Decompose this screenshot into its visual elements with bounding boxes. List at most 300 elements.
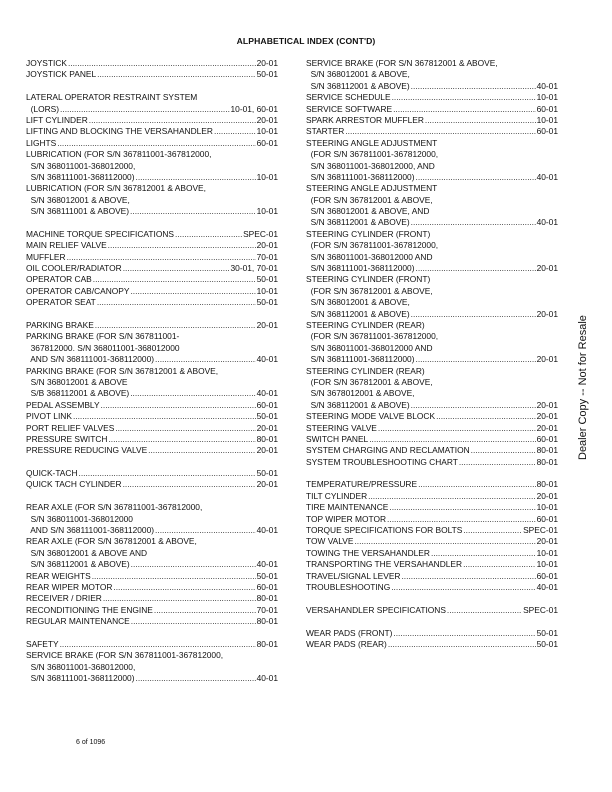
dot-leader: [101, 400, 256, 411]
entry-page-ref: 50-01: [536, 638, 558, 649]
entry-text: VERSAHANDLER SPECIFICATIONS: [306, 604, 446, 615]
dot-leader: [411, 217, 536, 228]
entry-page-ref: 50-01: [536, 627, 558, 638]
dot-leader: [345, 126, 535, 137]
index-entry[interactable]: [306, 58, 558, 92]
dot-leader: [214, 126, 256, 137]
entry-text: JOYSTICK: [26, 58, 67, 68]
entry-text: PRESSURE REDUCING VALVE: [26, 445, 148, 456]
index-column-right: [306, 58, 558, 650]
dot-leader: [97, 69, 255, 80]
entry-text: SYSTEM TROUBLESHOOTING CHART: [306, 456, 458, 467]
section-gap: [306, 593, 558, 604]
entry-text: REGULAR MAINTENANCE: [26, 616, 130, 627]
entry-page-ref: 40-01: [256, 388, 278, 399]
index-entry[interactable]: [26, 411, 278, 422]
entry-page-ref: 60-01: [536, 570, 558, 581]
dot-leader: [113, 582, 255, 593]
index-entry[interactable]: [26, 240, 278, 251]
entry-text: TRANSPORTING THE VERSAHANDLER: [306, 559, 463, 570]
entry-text: AND S/N 368111001-368112000): [26, 354, 155, 365]
entry-page-ref: 40-01: [536, 217, 558, 228]
entry-page-ref: 40-01: [256, 525, 278, 536]
entry-text: QUICK-TACH: [26, 468, 78, 479]
entry-page-ref: 20-01: [256, 319, 278, 330]
entry-text: SERVICE BRAKE (FOR S/N 367811001-367812000,: [26, 650, 224, 661]
dot-leader: [416, 172, 536, 183]
entry-text: S/B 368112001 & ABOVE): [26, 388, 130, 399]
entry-page-ref: 50-01: [256, 274, 278, 285]
dot-leader: [115, 423, 255, 434]
entry-text: TOP WIPER MOTOR: [306, 513, 387, 524]
dot-leader: [108, 240, 256, 251]
index-entry[interactable]: [306, 639, 558, 650]
dot-leader: [67, 252, 256, 263]
index-entry[interactable]: [26, 400, 278, 411]
entry-page-ref: 60-01: [536, 433, 558, 444]
entry-text: (FOR S/N 367812001 & ABOVE,: [306, 376, 433, 387]
index-entry[interactable]: [306, 502, 558, 513]
dot-leader: [155, 354, 256, 365]
entry-page-ref: 80-01: [256, 433, 278, 444]
dot-leader: [123, 479, 256, 490]
dot-leader: [401, 571, 535, 582]
entry-text: S/N 368111001-368112000): [306, 263, 415, 274]
entry-page-ref: 10-01: [536, 114, 558, 125]
entry-page-ref: 20-01: [256, 240, 278, 251]
index-entry[interactable]: [306, 514, 558, 525]
dot-leader: [103, 593, 256, 604]
entry-page-ref: 20-01: [256, 479, 278, 490]
entry-page-ref: 10-01: [256, 206, 278, 217]
index-entry[interactable]: [306, 571, 558, 582]
dot-leader: [463, 525, 522, 536]
entry-text: LATERAL OPERATOR RESTRAINT SYSTEM: [26, 92, 198, 103]
entry-text: (LORS): [26, 103, 60, 114]
entry-text: (FOR S/N 367811001-367812000,: [306, 149, 439, 160]
entry-page-ref: 50-01: [256, 570, 278, 581]
index-entry[interactable]: [306, 628, 558, 639]
entry-text: REAR AXLE (FOR S/N 367812001 & ABOVE,: [26, 536, 197, 547]
entry-page-ref: 20-01: [536, 399, 558, 410]
index-entry[interactable]: [306, 491, 558, 502]
entry-page-ref: 10-01: [256, 171, 278, 182]
entry-text: AND S/N 368111001-368112000): [26, 525, 155, 536]
index-entry[interactable]: [26, 479, 278, 490]
dot-leader: [92, 571, 256, 582]
entry-text: QUICK TACH CYLINDER: [26, 479, 122, 490]
entry-text: TILT CYLINDER: [306, 490, 368, 501]
entry-page-ref: 10-01: [256, 285, 278, 296]
entry-text: JOYSTICK PANEL: [26, 69, 97, 80]
dot-leader: [123, 263, 230, 274]
section-gap: [26, 491, 278, 502]
entry-text: S/N 368111001-368112000): [26, 673, 135, 684]
index-entry[interactable]: [26, 331, 278, 365]
index-entry[interactable]: [306, 229, 558, 275]
entry-page-ref: 20-01: [536, 411, 558, 422]
entry-text: STEERING CYLINDER (REAR): [306, 365, 425, 376]
dot-leader: [418, 479, 536, 490]
entry-text: S/N 368111001-368112000): [306, 171, 415, 182]
section-gap: [306, 468, 558, 479]
entry-page-ref: 80-01: [536, 445, 558, 456]
entry-page-ref: 40-01: [256, 559, 278, 570]
entry-text: OPERATOR CAB: [26, 274, 92, 285]
index-entry[interactable]: [306, 274, 558, 320]
entry-page-ref: 60-01: [256, 399, 278, 410]
entry-page-ref: 40-01: [536, 171, 558, 182]
entry-text: LIGHTS: [26, 137, 57, 148]
index-entry[interactable]: [26, 138, 278, 149]
index-entry[interactable]: [26, 571, 278, 582]
entry-text: S/N 368012001 & ABOVE AND: [26, 547, 148, 558]
index-entry[interactable]: [26, 616, 278, 627]
entry-text: OIL COOLER/RADIATOR: [26, 263, 122, 274]
index-entry[interactable]: [26, 536, 278, 570]
entry-text: S/N 368011001-368012000,: [26, 160, 136, 171]
index-entry[interactable]: [26, 582, 278, 593]
entry-text: REAR AXLE (FOR S/N 367811001-367812000,: [26, 502, 203, 513]
dot-leader: [369, 434, 535, 445]
entry-page-ref: SPEC-01: [523, 525, 558, 536]
entry-text: S/N 368112001 & ABOVE): [306, 308, 410, 319]
entry-page-ref: 80-01: [256, 616, 278, 627]
index-entry[interactable]: [26, 92, 278, 115]
entry-text: STEERING CYLINDER (FRONT): [306, 274, 431, 285]
entry-page-ref: 40-01: [256, 673, 278, 684]
index-entry[interactable]: [26, 69, 278, 80]
dot-leader: [354, 536, 535, 547]
entry-text: LUBRICATION (FOR S/N 367811001-367812000,: [26, 149, 212, 160]
index-entry[interactable]: [306, 92, 558, 103]
entry-page-ref: 30-01, 70-01: [230, 263, 278, 274]
entry-text: SERVICE BRAKE (FOR S/N 367812001 & ABOVE,: [306, 58, 498, 68]
entry-text: STEERING ANGLE ADJUSTMENT: [306, 137, 438, 148]
entry-text: S/N 368111001 & ABOVE): [26, 206, 130, 217]
entry-page-ref: 20-01: [256, 58, 278, 68]
section-gap: [26, 81, 278, 92]
entry-text: S/N 368112001 & ABOVE): [306, 217, 410, 228]
entry-text: WEAR PADS (FRONT): [306, 627, 393, 638]
dot-leader: [79, 468, 256, 479]
entry-page-ref: 20-01: [536, 308, 558, 319]
entry-text: REAR WEIGHTS: [26, 570, 91, 581]
dot-leader: [463, 559, 536, 570]
dot-leader: [411, 309, 536, 320]
entry-text: PARKING BRAKE (FOR S/N 367811001-: [26, 331, 180, 342]
index-entry[interactable]: [26, 423, 278, 434]
dot-leader: [471, 445, 536, 456]
entry-page-ref: 20-01: [536, 422, 558, 433]
watermark-text: Dealer Copy -- Not for Resale: [577, 315, 589, 460]
entry-page-ref: 40-01: [536, 581, 558, 592]
entry-page-ref: 80-01: [536, 456, 558, 467]
entry-text: S/N 368011001-368012000 AND: [306, 342, 433, 353]
entry-page-ref: 40-01: [256, 354, 278, 365]
index-entry[interactable]: [306, 582, 558, 593]
index-entry[interactable]: [26, 126, 278, 137]
page-title: ALPHABETICAL INDEX (CONT'D): [236, 36, 376, 46]
entry-page-ref: 20-01: [256, 422, 278, 433]
index-entry[interactable]: [26, 274, 278, 285]
entry-text: S/N 368012001 & ABOVE,: [306, 297, 410, 308]
entry-text: LUBRICATION (FOR S/N 367812001 & ABOVE,: [26, 183, 206, 194]
entry-text: PEDAL ASSEMBLY: [26, 399, 100, 410]
entry-text: STARTER: [306, 126, 345, 137]
index-entry[interactable]: [26, 297, 278, 308]
entry-text: TORQUE SPECIFICATIONS FOR BOLTS: [306, 525, 463, 536]
dot-leader: [68, 58, 256, 69]
dot-leader: [148, 445, 255, 456]
entry-text: S/N 368011001-368012000, AND: [306, 160, 435, 171]
dot-leader: [131, 559, 256, 570]
dot-leader: [93, 274, 256, 285]
entry-page-ref: 60-01: [536, 103, 558, 114]
index-entry[interactable]: [306, 126, 558, 137]
dot-leader: [391, 582, 535, 593]
index-entry[interactable]: [26, 593, 278, 604]
section-gap: [26, 217, 278, 228]
dot-leader: [425, 115, 536, 126]
entry-text: (FOR S/N 367812001 & ABOVE,: [306, 285, 433, 296]
dot-leader: [416, 263, 536, 274]
dot-leader: [131, 616, 256, 627]
entry-text: TIRE MAINTENANCE: [306, 502, 389, 513]
entry-text: OPERATOR CAB/CANOPY: [26, 285, 130, 296]
dot-leader: [393, 628, 535, 639]
entry-text: S/N 368112001 & ABOVE): [306, 80, 410, 91]
index-entry[interactable]: [306, 605, 558, 616]
entry-text: REAR WIPER MOTOR: [26, 581, 113, 592]
entry-page-ref: 70-01: [256, 604, 278, 615]
entry-text: RECONDITIONING THE ENGINE: [26, 604, 153, 615]
entry-page-ref: 20-01: [256, 114, 278, 125]
entry-page-ref: SPEC-01: [243, 228, 278, 239]
entry-page-ref: 80-01: [256, 593, 278, 604]
entry-text: SERVICE SOFTWARE: [306, 103, 393, 114]
entry-page-ref: 60-01: [256, 137, 278, 148]
entry-page-ref: 10-01: [536, 547, 558, 558]
dot-leader: [154, 605, 256, 616]
entry-page-ref: 10-01: [536, 559, 558, 570]
entry-text: SYSTEM CHARGING AND RECLAMATION: [306, 445, 470, 456]
entry-text: RECEIVER / DRIER: [26, 593, 102, 604]
entry-page-ref: 80-01: [256, 638, 278, 649]
dot-leader: [436, 411, 536, 422]
entry-text: S/N 368012001 & ABOVE, AND: [306, 206, 430, 217]
entry-text: SERVICE SCHEDULE: [306, 92, 391, 103]
entry-text: MAIN RELIEF VALVE: [26, 240, 107, 251]
entry-page-ref: 50-01: [256, 411, 278, 422]
index-entry[interactable]: [306, 423, 558, 434]
entry-text: S/N 368112001 & ABOVE): [26, 559, 130, 570]
index-entry[interactable]: [26, 263, 278, 274]
entry-text: PIVOT LINK: [26, 411, 72, 422]
dot-leader: [431, 548, 536, 559]
entry-text: S/N 368011001-368012000: [26, 513, 133, 524]
entry-text: (FOR S/N 367812001 & ABOVE,: [306, 194, 433, 205]
dot-leader: [393, 104, 535, 115]
entry-text: PARKING BRAKE: [26, 319, 94, 330]
index-entry[interactable]: [306, 457, 558, 468]
index-entry[interactable]: [306, 479, 558, 490]
dot-leader: [73, 411, 256, 422]
index-column-left: [26, 58, 278, 684]
dot-leader: [155, 525, 256, 536]
entry-page-ref: 20-01: [256, 445, 278, 456]
entry-text: TOWING THE VERSAHANDLER: [306, 547, 430, 558]
entry-page-ref: 50-01: [256, 297, 278, 308]
entry-page-ref: 20-01: [536, 490, 558, 501]
entry-text: STEERING CYLINDER (REAR): [306, 319, 425, 330]
section-gap: [26, 457, 278, 468]
dot-leader: [447, 605, 522, 616]
entry-text: STEERING MODE VALVE BLOCK: [306, 411, 436, 422]
index-entry[interactable]: [306, 525, 558, 536]
dot-leader: [175, 229, 242, 240]
entry-text: SPARK ARRESTOR MUFFLER: [306, 114, 424, 125]
entry-page-ref: 10-01, 60-01: [230, 103, 278, 114]
entry-page-ref: 80-01: [536, 479, 558, 490]
entry-text: 367812000. S/N 368011001-368012000: [26, 342, 180, 353]
entry-page-ref: 70-01: [256, 251, 278, 262]
dot-leader: [136, 172, 256, 183]
index-entry[interactable]: [26, 320, 278, 331]
index-entry[interactable]: [26, 650, 278, 684]
dot-leader: [130, 206, 256, 217]
index-entry[interactable]: [306, 536, 558, 547]
index-entry[interactable]: [26, 286, 278, 297]
entry-page-ref: 60-01: [256, 581, 278, 592]
index-entry[interactable]: [306, 104, 558, 115]
entry-text: (FOR S/N 367811001-367812000,: [306, 331, 439, 342]
dot-leader: [416, 354, 536, 365]
entry-text: STEERING VALVE: [306, 422, 377, 433]
index-entry[interactable]: [306, 434, 558, 445]
entry-text: STEERING CYLINDER (FRONT): [306, 228, 431, 239]
dot-leader: [387, 514, 536, 525]
section-gap: [26, 309, 278, 320]
entry-text: STEERING ANGLE ADJUSTMENT: [306, 183, 438, 194]
entry-page-ref: 20-01: [536, 354, 558, 365]
dot-leader: [388, 639, 536, 650]
dot-leader: [392, 92, 536, 103]
entry-page-ref: 40-01: [536, 80, 558, 91]
section-gap: [306, 616, 558, 627]
entry-text: MACHINE TORQUE SPECIFICATIONS: [26, 228, 174, 239]
entry-page-ref: 20-01: [536, 536, 558, 547]
entry-text: S/N 368011001-368012000 AND: [306, 251, 433, 262]
entry-text: TRAVEL/SIGNAL LEVER: [306, 570, 401, 581]
entry-page-ref: 10-01: [536, 92, 558, 103]
dot-leader: [136, 673, 256, 684]
entry-text: PRESSURE SWITCH: [26, 433, 108, 444]
index-entry[interactable]: [306, 559, 558, 570]
entry-text: S/N 368012001 & ABOVE,: [306, 69, 410, 80]
index-entry[interactable]: [26, 58, 278, 69]
index-entry[interactable]: [26, 445, 278, 456]
index-entry[interactable]: [26, 149, 278, 183]
index-entry[interactable]: [306, 548, 558, 559]
index-entry[interactable]: [26, 115, 278, 126]
dot-leader: [411, 81, 536, 92]
entry-page-ref: 10-01: [256, 126, 278, 137]
entry-text: S/N 368011001-368012000,: [26, 661, 136, 672]
entry-page-ref: 20-01: [536, 263, 558, 274]
dot-leader: [130, 286, 255, 297]
entry-text: S/N 3678012001 & ABOVE,: [306, 388, 415, 399]
entry-page-ref: 10-01: [536, 502, 558, 513]
index-entry[interactable]: [26, 252, 278, 263]
entry-text: OPERATOR SEAT: [26, 297, 96, 308]
index-entry[interactable]: [306, 183, 558, 229]
entry-text: S/N 368012001 & ABOVE,: [26, 194, 130, 205]
dot-leader: [459, 457, 536, 468]
index-entry[interactable]: [306, 411, 558, 422]
entry-text: PARKING BRAKE (FOR S/N 367812001 & ABOVE,: [26, 365, 219, 376]
index-entry[interactable]: [26, 502, 278, 536]
index-entry[interactable]: [26, 639, 278, 650]
index-entry[interactable]: [306, 320, 558, 366]
page-number: 6 of 1096: [76, 739, 106, 746]
index-entry[interactable]: [26, 434, 278, 445]
entry-text: PORT RELIEF VALVES: [26, 422, 115, 433]
entry-text: S/N 368112001 & ABOVE): [306, 399, 410, 410]
dot-leader: [130, 388, 255, 399]
dot-leader: [368, 491, 535, 502]
index-entry[interactable]: [306, 445, 558, 456]
entry-text: SAFETY: [26, 638, 59, 649]
index-entry[interactable]: [26, 229, 278, 240]
index-entry[interactable]: [26, 468, 278, 479]
entry-text: S/N 368111001-368112000): [306, 354, 415, 365]
entry-text: TEMPERATURE/PRESSURE: [306, 479, 418, 490]
dot-leader: [108, 434, 255, 445]
entry-text: (FOR S/N 367811001-367812000,: [306, 240, 439, 251]
dot-leader: [89, 115, 256, 126]
entry-page-ref: SPEC-01: [523, 604, 558, 615]
entry-page-ref: 50-01: [256, 468, 278, 479]
entry-page-ref: 60-01: [536, 513, 558, 524]
dot-leader: [97, 297, 256, 308]
entry-page-ref: 50-01: [256, 69, 278, 80]
dot-leader: [95, 320, 256, 331]
entry-page-ref: 60-01: [536, 126, 558, 137]
entry-text: WEAR PADS (REAR): [306, 638, 387, 649]
index-entry[interactable]: [26, 605, 278, 616]
index-entry[interactable]: [306, 115, 558, 126]
entry-text: SWITCH PANEL: [306, 433, 369, 444]
index-entry[interactable]: [26, 366, 278, 400]
dot-leader: [57, 138, 255, 149]
dot-leader: [60, 639, 256, 650]
dot-leader: [389, 502, 535, 513]
entry-text: MUFFLER: [26, 251, 66, 262]
entry-text: S/N 368111001-368112000): [26, 171, 135, 182]
index-entry[interactable]: [26, 183, 278, 217]
entry-text: LIFT CYLINDER: [26, 114, 88, 125]
section-gap: [26, 628, 278, 639]
entry-text: LIFTING AND BLOCKING THE VERSAHANDLER: [26, 126, 213, 137]
dot-leader: [378, 423, 536, 434]
index-entry[interactable]: [306, 366, 558, 412]
entry-text: TOW VALVE: [306, 536, 354, 547]
entry-text: TROUBLESHOOTING: [306, 581, 391, 592]
entry-text: S/N 368012001 & ABOVE: [26, 376, 128, 387]
index-entry[interactable]: [306, 138, 558, 184]
dot-leader: [60, 104, 229, 115]
